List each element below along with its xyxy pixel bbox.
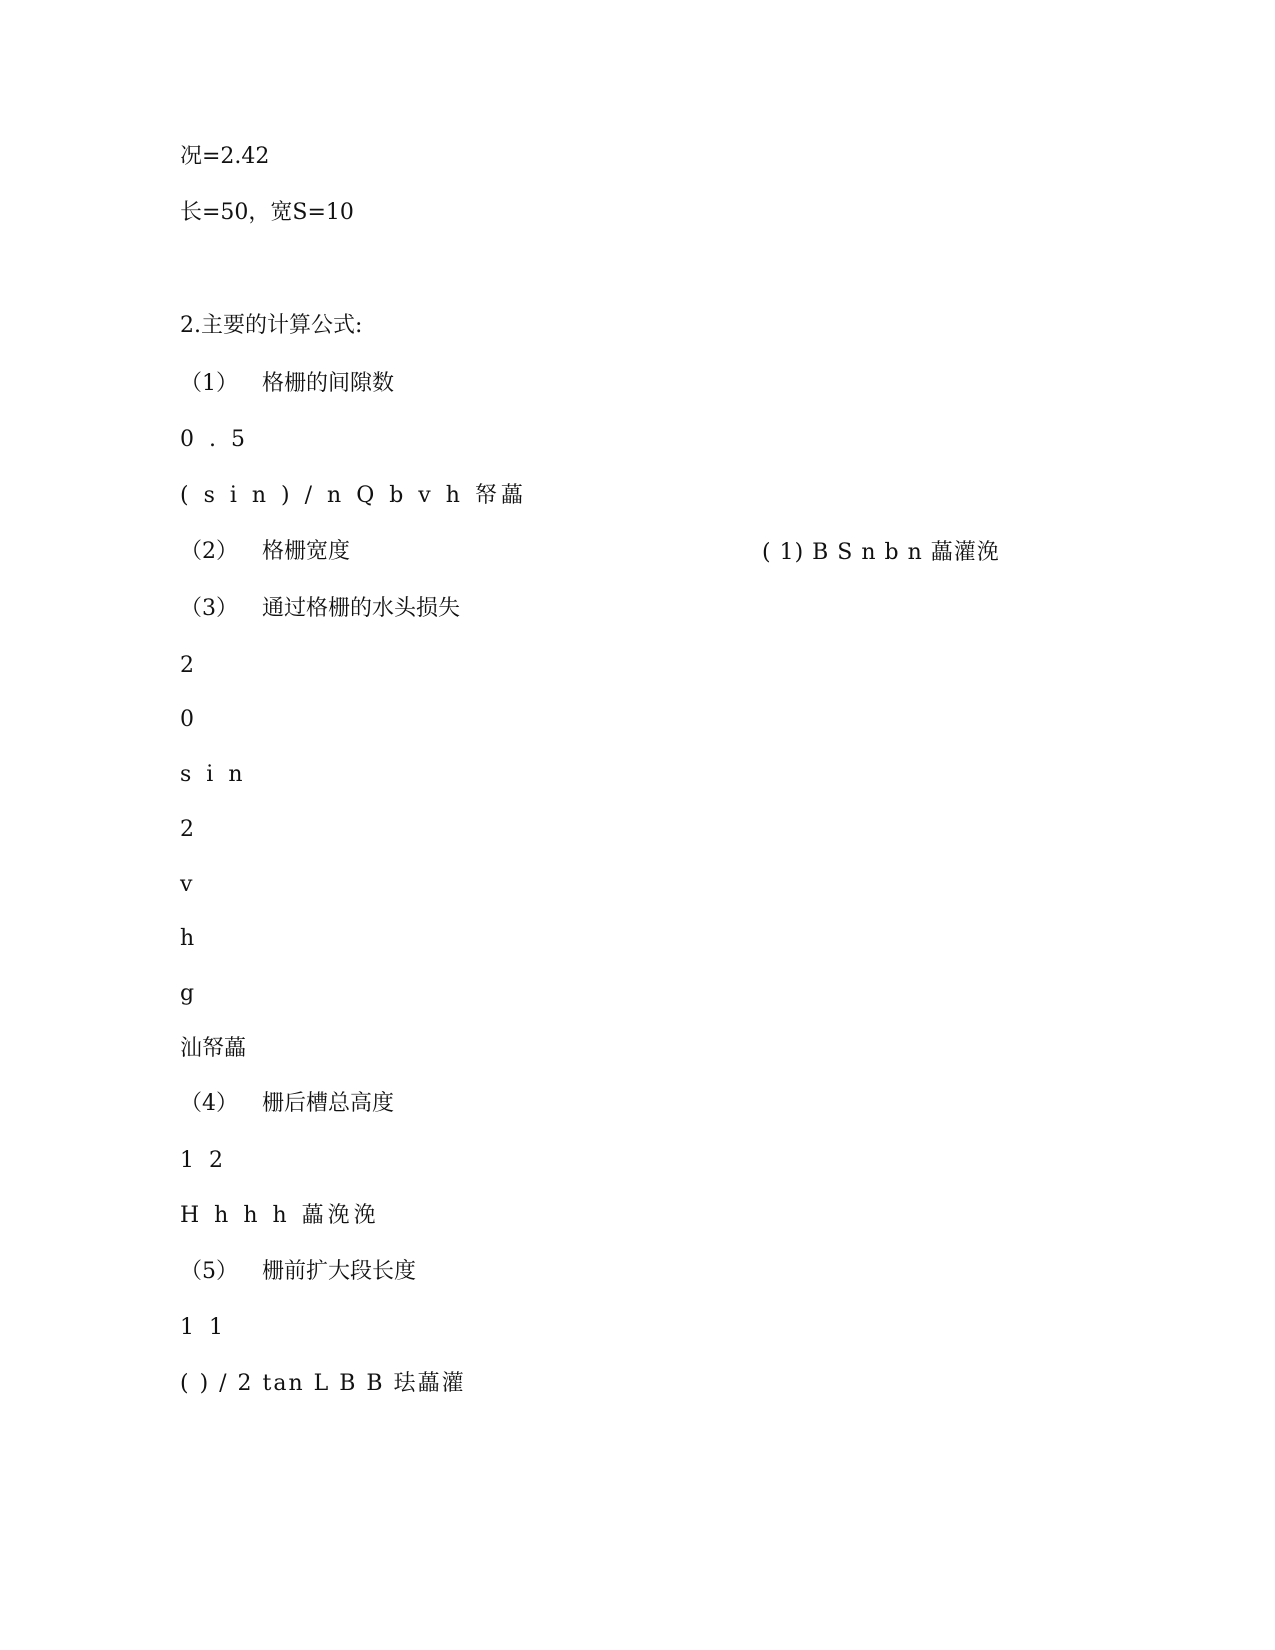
text-line-value-k: 况=2.42: [180, 144, 270, 169]
formula-fragment: 0: [180, 707, 198, 732]
item-2-heading: [180, 539, 350, 565]
item-1-heading: [180, 371, 394, 397]
item-4-title: 栅后槽总高度: [262, 1091, 395, 1116]
formula-fragment: ( s i n ) / n Q b v h 帑藟: [180, 483, 527, 508]
formula-fragment: h: [180, 926, 199, 951]
item-1-title: 格栅的间隙数: [262, 371, 395, 396]
formula-fragment-right: ( 1) B S n b n 藟灌浼: [762, 540, 1000, 565]
item-5-number: （5）: [180, 1259, 238, 1284]
item-5-title: 栅前扩大段长度: [262, 1259, 417, 1284]
formula-fragment: 汕帑藟: [180, 1036, 247, 1061]
item-3-title: 通过格栅的水头损失: [262, 596, 461, 621]
text-line-length-width: 长=50，宽S=10: [180, 200, 354, 225]
formula-fragment: 1 1: [180, 1315, 227, 1340]
item-1-number: （1）: [180, 371, 238, 396]
item-3-number: （3）: [180, 596, 238, 621]
section-heading-formulas: 2.主要的计算公式:: [180, 313, 363, 338]
formula-fragment: 1 2: [180, 1148, 227, 1173]
formula-fragment: g: [180, 981, 199, 1006]
formula-fragment: s i n: [180, 762, 247, 787]
item-3-heading: [180, 596, 460, 622]
item-2-title: 格栅宽度: [262, 539, 351, 564]
formula-fragment: ( ) / 2 tan L B B 珐藟灌: [180, 1371, 466, 1396]
formula-fragment: 2: [180, 817, 198, 842]
item-4-heading: [180, 1091, 394, 1117]
item-5-heading: [180, 1259, 416, 1285]
formula-fragment: H h h h 藟浼浼: [180, 1203, 380, 1228]
item-2-number: （2）: [180, 539, 238, 564]
formula-fragment: 2: [180, 653, 198, 678]
formula-fragment: v: [180, 872, 197, 897]
item-4-number: （4）: [180, 1091, 238, 1116]
formula-fragment: 0 . 5: [180, 427, 249, 452]
